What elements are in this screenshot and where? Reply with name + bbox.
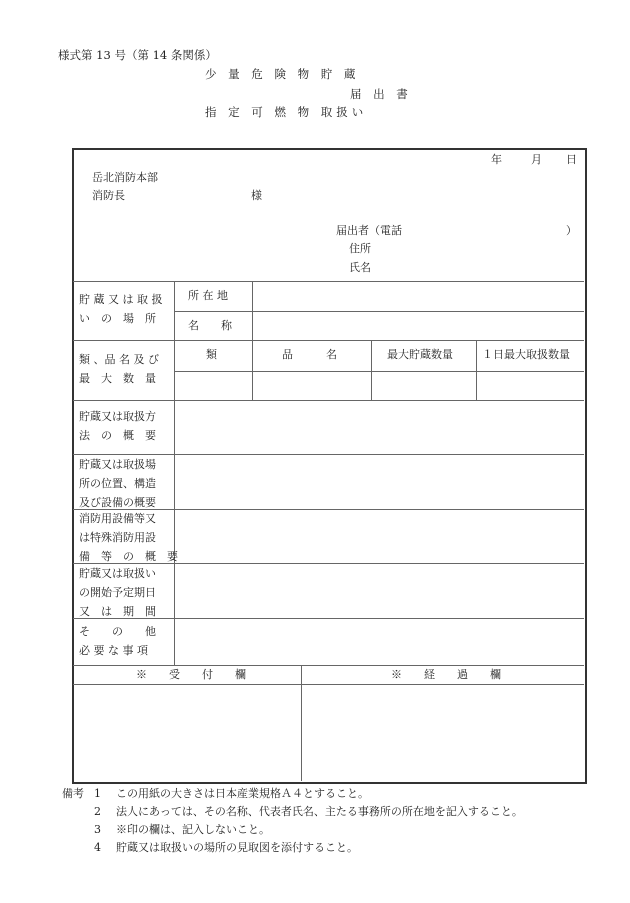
honorific: 様 <box>251 189 262 202</box>
title-line-2: 届 出 書 <box>350 87 412 101</box>
remark-item: 2 法人にあっては、その名称、代表者氏名、主たる事務所の所在地を記入すること。 <box>94 805 523 818</box>
product-name-field[interactable] <box>253 372 370 400</box>
quantity-section-label: 類 、品 名 及 び 最 大 数 量 <box>79 353 159 385</box>
column-header-product-name: 品 名 <box>282 348 337 361</box>
remark-item: 3 ※印の欄は、記入しないこと。 <box>94 823 270 836</box>
location-name-label: 名 称 <box>188 319 232 332</box>
method-summary-field[interactable] <box>175 401 583 453</box>
facility-summary-field[interactable] <box>175 455 583 508</box>
remarks <box>62 785 523 857</box>
divider <box>73 340 584 341</box>
chief-title: 消防長 <box>92 189 125 202</box>
remark-item: 備考 1 この用紙の大きさは日本産業規格Ａ４とすること。 <box>62 785 523 803</box>
office-name: 岳北消防本部 <box>92 171 158 184</box>
method-summary-label: 貯蔵又は取扱方 法 の 概 要 <box>79 410 156 442</box>
daily-max-handling-field[interactable] <box>477 372 583 400</box>
notifier-phone-label: 届出者（電話 <box>336 224 402 237</box>
column-header-class: 類 <box>206 348 217 361</box>
class-field[interactable] <box>175 372 251 400</box>
date-month-label: 月 <box>531 153 542 166</box>
title-line-3: 指 定 可 燃 物 取扱い <box>205 105 368 119</box>
other-matters-label: そ の 他 必 要 な 事 項 <box>79 625 156 657</box>
fire-equipment-summary-label: 消防用設備等又 は特殊消防用設 備 等 の 概 要 <box>79 512 178 563</box>
max-storage-field[interactable] <box>372 372 475 400</box>
fire-equipment-summary-field[interactable] <box>175 510 583 562</box>
progress-column-header: ※ 経 過 欄 <box>391 668 501 681</box>
date-day-label: 日 <box>566 153 577 166</box>
date-year-label: 年 <box>491 153 502 166</box>
receipt-area <box>74 685 300 780</box>
title-line-1: 少 量 危 険 物 貯 蔵 <box>205 67 360 81</box>
progress-area <box>302 685 583 780</box>
other-matters-field[interactable] <box>175 619 583 664</box>
remark-item: 4 貯蔵又は取扱いの場所の見取図を添付すること。 <box>94 841 358 854</box>
column-header-daily-max-handling: １日最大取扱数量 <box>482 348 570 361</box>
start-date-label: 貯蔵又は取扱い の開始予定期日 又 は 期 間 <box>79 567 156 618</box>
remarks-heading: 備考 <box>62 787 84 800</box>
start-date-field[interactable] <box>175 564 583 617</box>
column-header-max-storage: 最大貯蔵数量 <box>387 348 453 361</box>
address-label: 住所 <box>349 242 371 255</box>
facility-summary-label: 貯蔵又は取扱場 所の位置、構造 及び設備の概要 <box>79 458 156 509</box>
receipt-column-header: ※ 受 付 欄 <box>136 668 246 681</box>
location-address-field[interactable] <box>253 282 583 310</box>
form-number: 様式第 13 号（第 14 条関係） <box>58 48 217 62</box>
location-section-label: 貯 蔵 又 は 取 扱 い の 場 所 <box>79 293 163 325</box>
location-address-label: 所 在 地 <box>188 289 228 302</box>
location-name-field[interactable] <box>253 312 583 340</box>
name-label: 氏名 <box>349 261 371 274</box>
notifier-phone-close: ） <box>566 224 577 237</box>
